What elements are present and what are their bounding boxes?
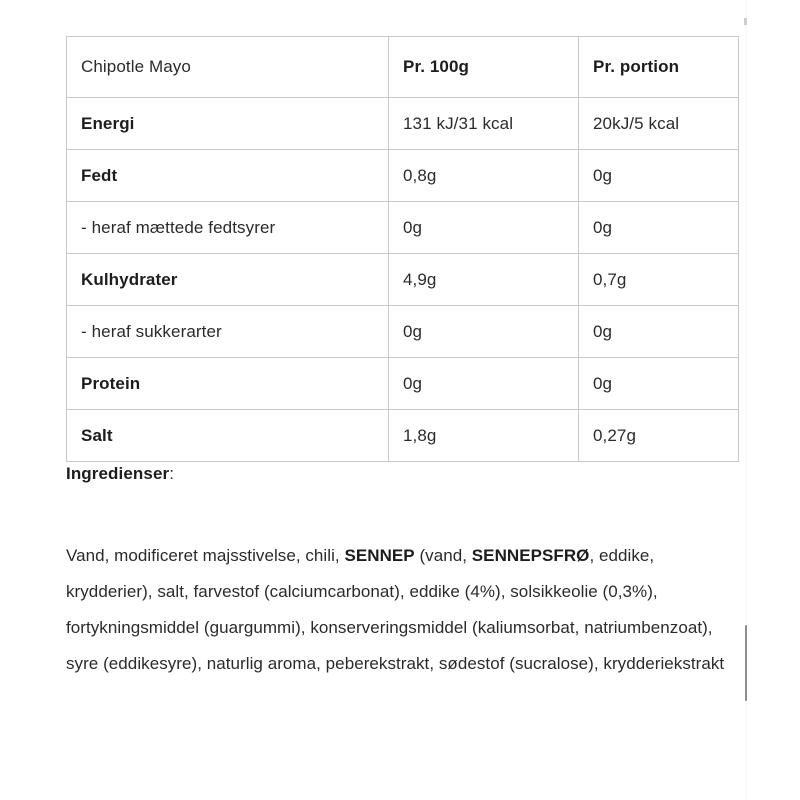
ingredients-heading [66,464,174,484]
table-row [67,358,739,410]
nutrient-label: Protein [67,358,389,410]
header-product-name: Chipotle Mayo [67,37,389,98]
nutrient-value-per-100g: 4,9g [389,254,579,306]
ingredients-paragraph [66,538,726,682]
nutrient-label: - heraf sukkerarter [67,306,389,358]
nutrient-label: Kulhydrater [67,254,389,306]
table-row [67,98,739,150]
table-row [67,306,739,358]
nutrition-table-head [67,37,739,98]
nutrient-value-per-100g: 0g [389,306,579,358]
header-per-100g: Pr. 100g [389,37,579,98]
ingredients-heading-colon: : [169,464,175,483]
content-column [66,36,738,462]
nutrient-label: Salt [67,410,389,462]
ingredient-text: Vand, modificeret majsstivelse, chili, [66,546,345,565]
nutrient-value-per-portion: 0,7g [579,254,739,306]
nutrient-value-per-portion: 0,27g [579,410,739,462]
table-row [67,202,739,254]
nutrient-value-per-100g: 131 kJ/31 kcal [389,98,579,150]
nutrition-table-body [67,98,739,462]
scroll-up-arrow-icon[interactable] [744,18,747,25]
header-per-portion: Pr. portion [579,37,739,98]
nutrient-value-per-portion: 0g [579,202,739,254]
ingredient-text: (vand, [414,546,472,565]
ingredient-text: , eddike, krydderier), salt, farvestof (calciumcarbonat), eddike (4%), solsikkeolie (0,3%), fortykningsmiddel (guargummi), konserveringsmiddel (kaliumsorbat, natriumbenzoat), syre (eddikesyre), naturlig aroma, peberekstrakt, sødestof (sucralose), krydderiekstrakt [66,546,725,673]
nutrient-value-per-portion: 0g [579,358,739,410]
ingredients-heading-label: Ingredienser [66,464,170,483]
nutrient-value-per-portion: 0g [579,150,739,202]
table-row [67,254,739,306]
nutrient-label: - heraf mættede fedtsyrer [67,202,389,254]
page-scrollbar-thumb[interactable] [745,625,747,701]
table-row [67,410,739,462]
nutrient-label: Fedt [67,150,389,202]
table-header-row [67,37,739,98]
nutrient-value-per-100g: 0g [389,202,579,254]
nutrient-value-per-100g: 0g [389,358,579,410]
nutrition-table [66,36,739,462]
nutrient-label: Energi [67,98,389,150]
allergen-text: SENNEP [344,546,415,565]
nutrient-value-per-portion: 0g [579,306,739,358]
nutrient-value-per-100g: 1,8g [389,410,579,462]
allergen-text: SENNEPSFRØ [471,546,590,565]
table-row [67,150,739,202]
nutrient-value-per-100g: 0,8g [389,150,579,202]
nutrient-value-per-portion: 20kJ/5 kcal [579,98,739,150]
